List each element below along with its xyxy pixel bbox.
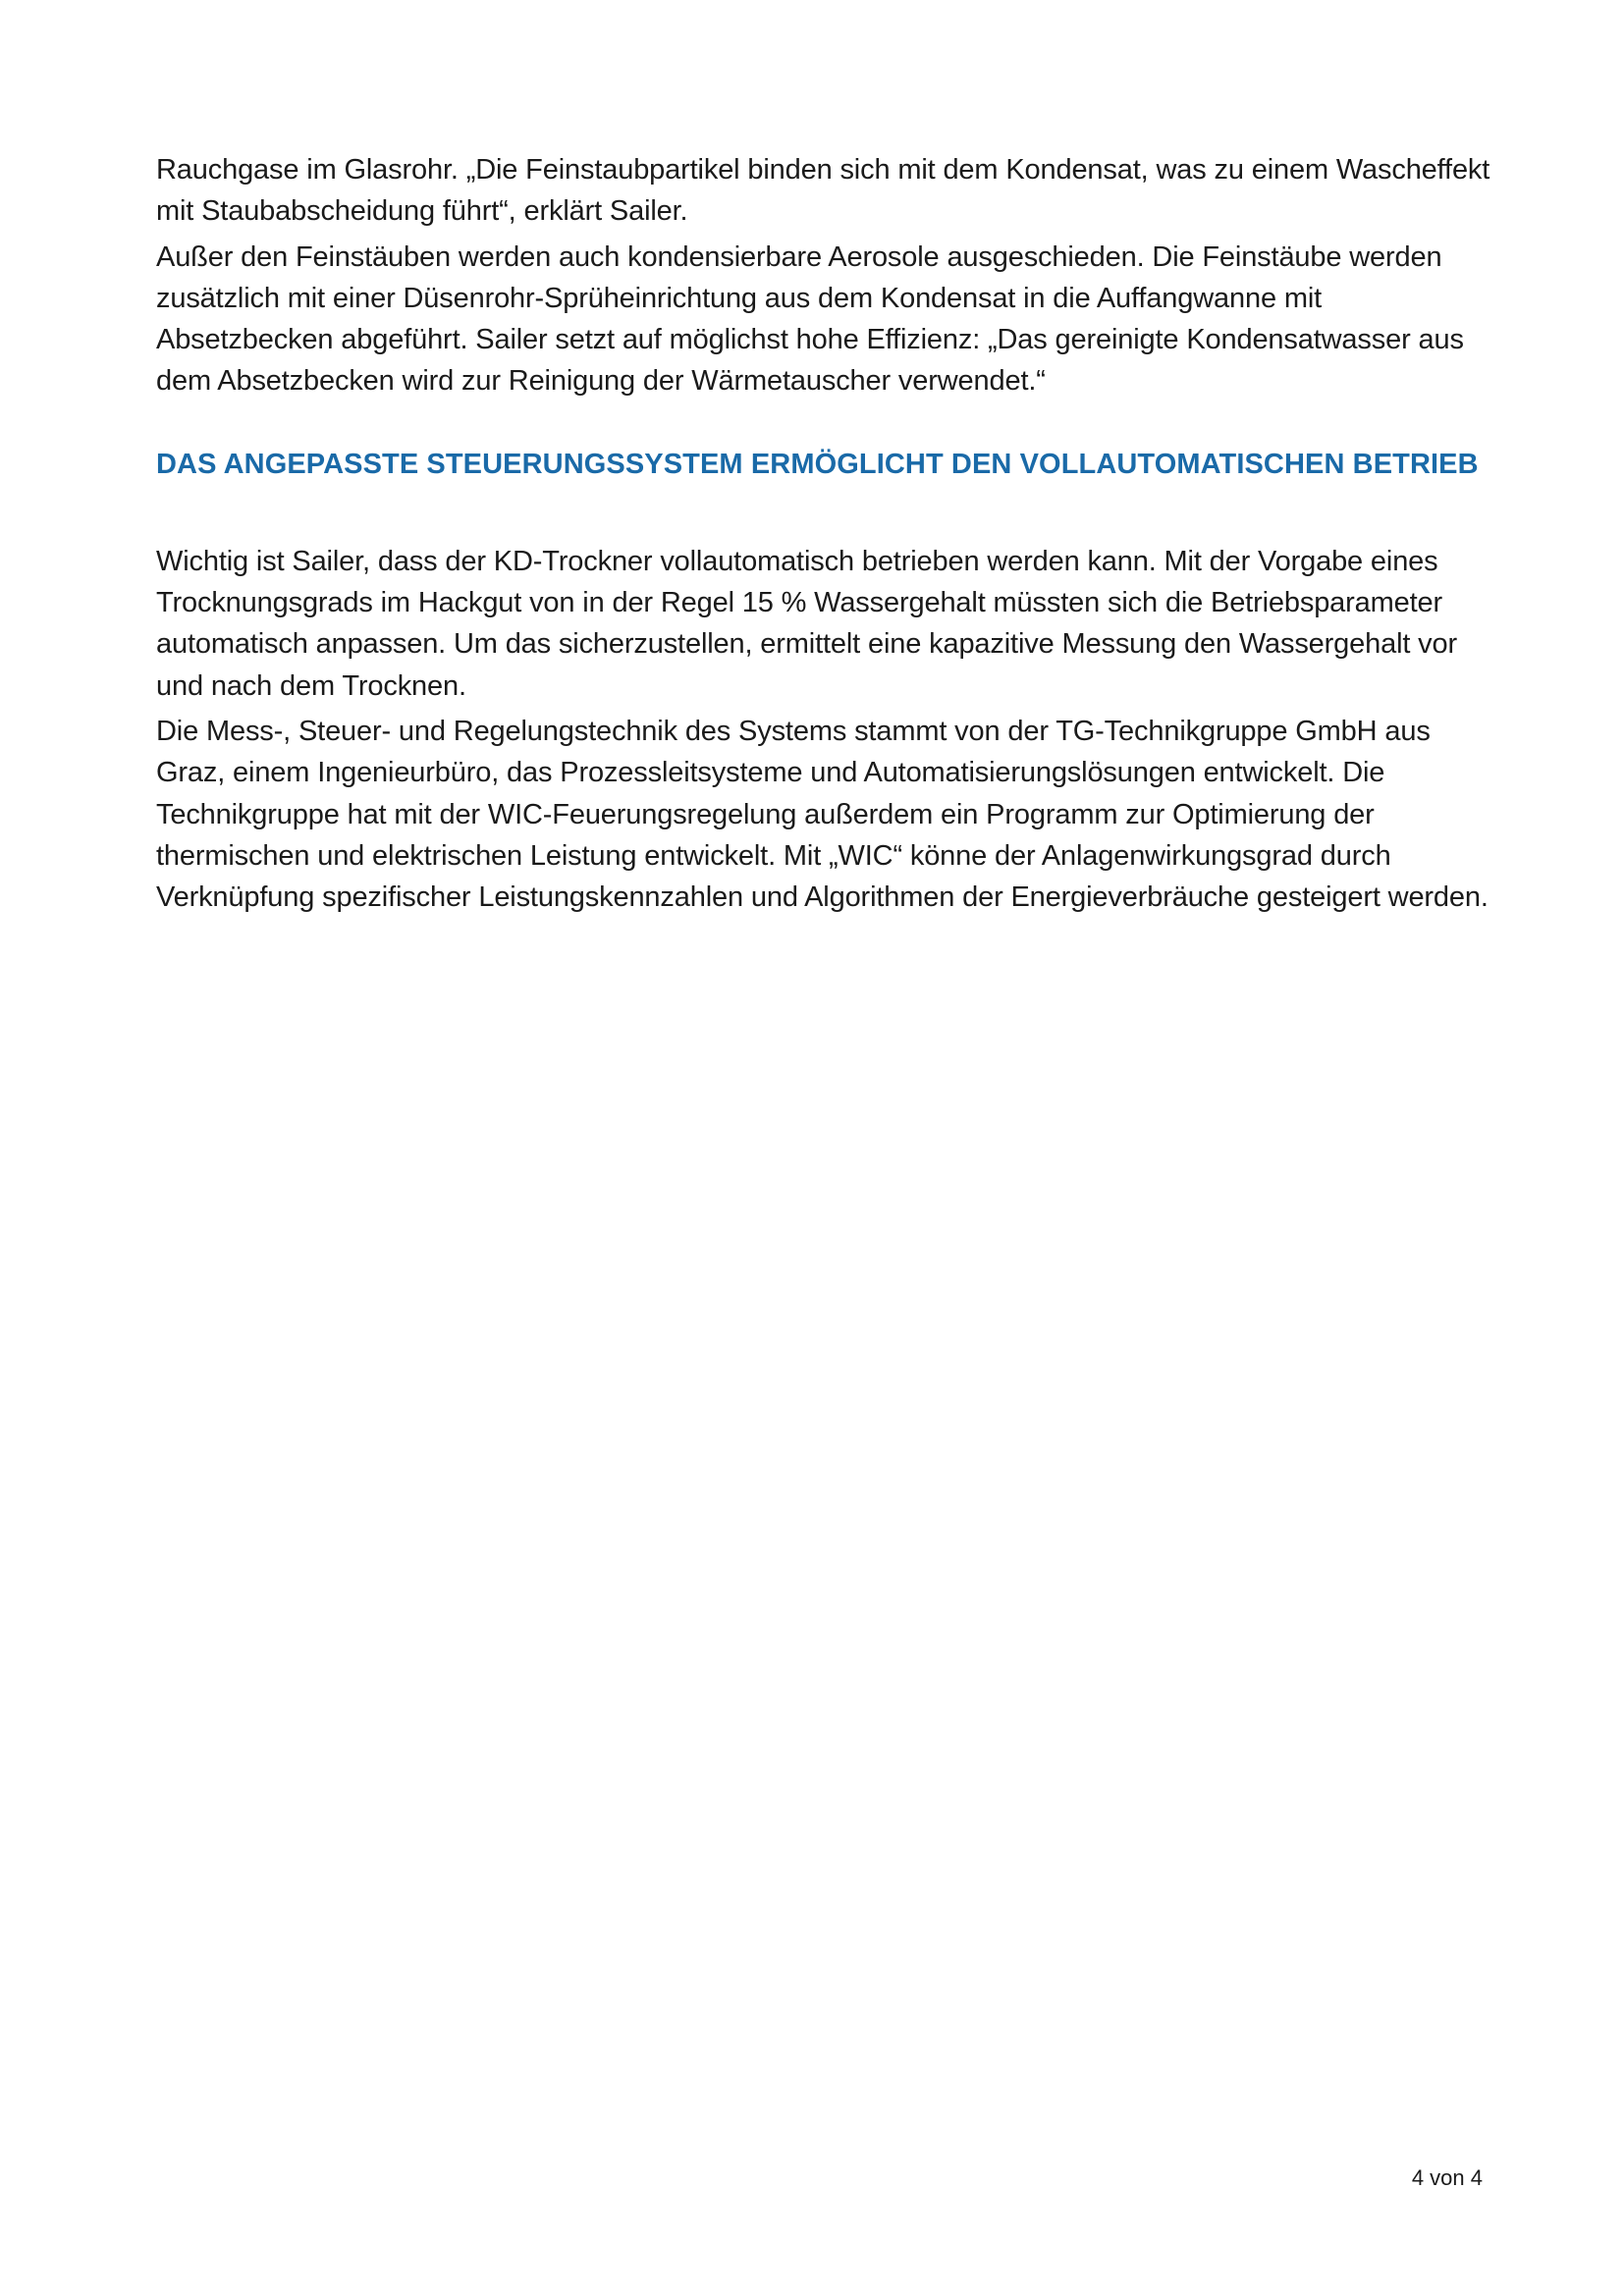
section-heading: DAS ANGEPASSTE STEUERUNGSSYSTEM ERMÖGLICHT DEN VOLLAUTOMATISCHEN BETRIEB [156,448,1479,480]
paragraph: Wichtig ist Sailer, dass der KD-Trockner vollautomatisch betrieben werden kann. Mit der Vorgabe eines Trocknungsgrads im Hackgut von in der Regel 15 % Wassergehalt müssten sich die Betriebsparameter automatisch anpassen. Um das sicherzustellen, ermittelt eine kapazitive Messung den Wassergehalt vor und nach dem Trocknen. [156,545,1458,702]
paragraph: Außer den Feinstäuben werden auch kondensierbare Aerosole ausgeschieden. Die Feinstäube werden zusätzlich mit einer Düsenrohr-Sprüheinrichtung aus dem Kondensat in die Auffangwanne mit Absetzbecken abgeführt. Sailer setzt auf möglichst hohe Effizienz: „Das gereinigte Kondensatwasser aus dem Absetzbecken wird zur Reinigung der Wärmetauscher verwendet.“ [156,240,1464,398]
page-number: 4 von 4 [1411,2165,1483,2190]
paragraph: Rauchgase im Glasrohr. „Die Feinstaubpartikel binden sich mit dem Kondensat, was zu einem Wascheffekt mit Staubabscheidung führt“, erklärt Sailer. [156,154,1490,228]
paragraph: Die Mess-, Steuer- und Regelungstechnik des Systems stammt von der TG-Technikgruppe GmbH aus Graz, einem Ingenieurbüro, das Prozessleitsysteme und Automatisierungslösungen entwickelt. Die Technikgruppe hat mit der WIC-Feuerungsregelung außerdem ein Programm zur Optimierung der thermischen und elektrischen Leistung entwickelt. Mit „WIC“ könne der Anlagenwirkungsgrad durch Verknüpfung spezifischer Leistungskennzahlen und Algorithmen der Energieverbräuche gesteigert werden. [156,715,1489,914]
document-body [156,149,1491,922]
